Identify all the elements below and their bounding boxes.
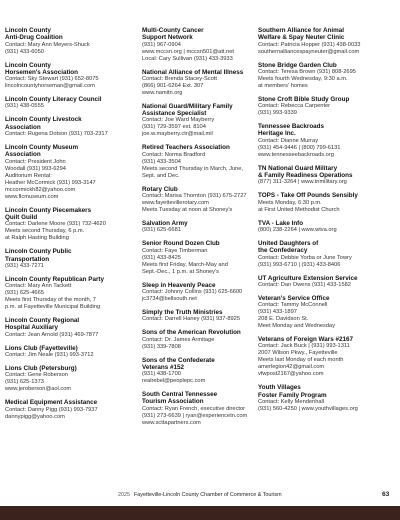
directory-column-2 xyxy=(142,27,256,433)
organization-detail: Heather McCormick (931) 993-3147 xyxy=(5,179,96,186)
directory-entry xyxy=(258,295,398,330)
directory-entry xyxy=(142,27,256,63)
organization-name: South Central Tennessee xyxy=(142,391,218,399)
organization-detail: Contact: Rugena Dotson (931) 703-2317 xyxy=(5,131,108,138)
organization-detail: Contact: Brenda Stacey-Scott xyxy=(142,75,217,82)
organization-detail: (931) 454-9446 | (800) 799-6131 xyxy=(258,144,341,151)
directory-entry xyxy=(5,116,142,138)
organization-detail: amerlegion42@gmail.com xyxy=(258,364,325,371)
organization-name: National Guard/Military Family xyxy=(142,102,233,110)
organization-detail: (931) 438-1700 xyxy=(142,371,181,378)
organization-detail: Contact: Johnny Collins (931) 625-6600 xyxy=(142,288,243,295)
organization-detail: Contact: Rebecca Carpenter xyxy=(258,103,331,110)
directory-entry xyxy=(5,317,142,339)
organization-detail: Contact: Dr. James Armitage xyxy=(142,336,215,343)
organization-detail: (931) 433-1897 xyxy=(258,309,297,316)
organization-detail: mccormickh82@yahoo.com xyxy=(5,186,76,193)
organization-name: & Family Readiness Operations xyxy=(258,172,353,180)
organization-detail: Contact: Darrell Haney (931) 937-8925 xyxy=(142,316,241,323)
organization-detail: Meet Monday and Wednesday xyxy=(258,323,336,330)
organization-name: Hospital Auxiliary xyxy=(5,324,58,332)
organization-detail: Meets Tuesday at noon at Shoney's xyxy=(142,207,233,214)
organization-detail: (931) 729-3597 ext. 8104 xyxy=(142,124,206,131)
organization-detail: Contact: Kelly Mendenhall xyxy=(258,399,325,406)
organization-detail: (931) 339-7808 xyxy=(142,343,181,350)
organization-detail: Local: Cary Sullivan (931) 433-3933 xyxy=(142,55,233,62)
organization-detail: Meets first Friday, March-May and xyxy=(142,261,228,268)
directory-entry xyxy=(258,192,398,213)
organization-detail: (931) 625-4665 xyxy=(5,290,44,297)
organization-name: TN National Guard Military xyxy=(258,164,338,172)
organization-detail: Contact: Norma Bradford xyxy=(142,151,206,158)
organization-name: Lincoln County Livestock xyxy=(5,116,82,124)
organization-detail: (931) 625-1373 xyxy=(5,379,44,386)
organization-name: Sons of the American Revolution xyxy=(142,329,241,337)
organization-name: Simply the Truth Ministries xyxy=(142,308,223,316)
organization-name: Heritage Inc. xyxy=(258,130,296,138)
organization-detail: (931) 433-7271 xyxy=(5,262,44,269)
organization-detail: Contact: Patricia Hopper (931) 438-0033 xyxy=(258,41,361,48)
organization-name: Sleep in Heavenly Peace xyxy=(142,281,216,289)
organization-name: Salvation Army xyxy=(142,220,188,228)
organization-name: Lincoln County Public xyxy=(5,248,72,256)
organization-detail: lincolncountyhorseman@gmail.com xyxy=(5,83,95,90)
organization-detail: at First United Methodist Church xyxy=(258,206,340,213)
directory-entry xyxy=(258,240,398,269)
organization-name: Assistance Specialist xyxy=(142,110,207,118)
directory-entry xyxy=(258,384,398,413)
organization-detail: Meets second Thursday, 6 p.m. xyxy=(5,228,85,235)
organization-detail: Contact: Marisa Thornton (931) 675-2727 xyxy=(142,193,247,200)
directory-entry xyxy=(5,345,142,359)
organization-detail: 2007 Wilson Pkwy., Fayetteville xyxy=(258,350,338,357)
directory-column-1 xyxy=(5,27,142,433)
organization-detail: Contact: Dan Owens (931) 433-1582 xyxy=(258,281,351,288)
directory-entry xyxy=(5,62,142,91)
organization-detail: (800) 238-2264 | www.wtva.org xyxy=(258,226,337,233)
directory-entry xyxy=(258,27,398,56)
organization-detail: joe.w.mayberry.ctr@mail.mil xyxy=(142,131,213,138)
organization-name: Multi-County Cancer xyxy=(142,27,204,34)
organization-name: Lincoln County xyxy=(5,27,51,34)
organization-name: the Confederacy xyxy=(258,247,308,255)
organization-detail: Sept. and Dec. xyxy=(142,172,180,179)
organization-detail: Contact: Danny Pigg (931) 993-7937 xyxy=(5,406,98,413)
organization-name: Veterans of Foreign Wars #2167 xyxy=(258,336,353,344)
organization-detail: Meets first Thursday of the month, 7 xyxy=(5,297,96,304)
directory-columns xyxy=(5,27,398,433)
directory-entry xyxy=(5,276,142,311)
organization-name: TVA - Lake Info xyxy=(258,219,304,227)
organization-name: Southern Alliance for Animal xyxy=(258,27,344,34)
organization-detail: Contact: Mary Ann Meyers-Shuck xyxy=(5,41,90,48)
organization-detail: (931) 273-6639 | ryan@experiencetn.com xyxy=(142,412,248,419)
organization-name: Lions Club (Petersburg) xyxy=(5,365,77,373)
organization-name: Senior Round Dozen Club xyxy=(142,240,220,248)
organization-detail: (931) 560-4250 | www.youthvillages.org xyxy=(258,406,358,413)
organization-detail: Meets Monday, 6:30 p.m. xyxy=(258,199,322,206)
directory-entry xyxy=(258,96,398,117)
organization-name: Sons of the Confederate xyxy=(142,356,215,364)
organization-detail: (931) 625-6681 xyxy=(142,227,181,234)
organization-detail: Contact: Gene Roberson xyxy=(5,372,68,379)
directory-entry xyxy=(5,27,142,56)
directory-entry xyxy=(5,248,142,270)
organization-detail: Sept.-Dec., 1 p.m. at Shoney's xyxy=(142,268,219,275)
directory-entry xyxy=(5,207,142,243)
directory-entry xyxy=(142,103,256,139)
directory-entry xyxy=(5,96,142,110)
organization-name: Lincoln County xyxy=(5,61,51,69)
organization-name: Support Network xyxy=(142,34,193,42)
organization-detail: p.m. at Fayetteville Municipal Building xyxy=(5,304,101,311)
organization-name: Association xyxy=(5,151,41,159)
directory-entry xyxy=(258,123,398,159)
organization-detail: Contact: Tammy McConnell xyxy=(258,302,328,309)
organization-name: National Alliance of Mental Illness xyxy=(142,68,244,76)
directory-entry xyxy=(142,282,256,303)
organization-detail: (931) 433-3504 xyxy=(142,158,181,165)
organization-detail: Contact: Jack Buck | (931) 993-1311 xyxy=(258,343,350,350)
organization-name: Lincoln County Regional xyxy=(5,317,80,325)
organization-detail: (931) 433-8425 xyxy=(142,254,181,261)
organization-detail: Contact: Jim Neale (931) 993-3712 xyxy=(5,352,94,359)
organization-name: Lincoln County Museum xyxy=(5,144,79,152)
directory-entry xyxy=(258,165,398,187)
organization-name: Youth Villages xyxy=(258,384,301,392)
organization-detail: at Ralph Hasting Building xyxy=(5,235,69,242)
organization-detail: Auditorium Rental: xyxy=(5,172,52,179)
organization-detail: vfwpost2167@yahoo.com xyxy=(258,371,324,378)
directory-entry xyxy=(258,62,398,90)
directory-entry xyxy=(142,309,256,323)
organization-name: Tourism Association xyxy=(142,398,204,406)
directory-entry xyxy=(142,391,256,427)
organization-detail: (931) 438-0555 xyxy=(5,103,44,110)
organization-detail: Meets second Thursday in March, June, xyxy=(142,165,244,172)
organization-detail: jc3734@bellsouth.net xyxy=(142,295,197,302)
directory-entry xyxy=(258,220,398,234)
organization-detail: www.namitn.org xyxy=(142,89,183,96)
organization-name: UT Agriculture Extension Service xyxy=(258,274,358,282)
organization-detail: Contact: Sky Stewart (931) 652-8075 xyxy=(5,76,99,83)
organization-detail: Meets last Monday of each month xyxy=(258,357,344,364)
organization-detail: (931) 433-6050 xyxy=(5,48,44,55)
organization-detail: Contact: Darlene Moore (931) 732-4620 xyxy=(5,221,106,228)
organization-detail: www.fayettevillerotary.com xyxy=(142,200,209,207)
organization-detail: (877) 311-3264 | www.tnmilitary.org xyxy=(258,179,347,186)
page-number: 63 xyxy=(382,491,390,498)
directory-entry xyxy=(5,365,142,393)
organization-detail: (931) 993-9339 xyxy=(258,110,297,117)
organization-name: Veteran's Service Office xyxy=(258,294,330,302)
footer-year: 2025 xyxy=(118,492,130,498)
directory-entry xyxy=(142,220,256,234)
organization-name: Stone Bridge Garden Club xyxy=(258,61,337,69)
directory-entry xyxy=(142,240,256,275)
organization-detail: Contact: Jean Arnold (931) 469-7877 xyxy=(5,331,99,338)
organization-detail: (866) 901-6264 Ext. 307 xyxy=(142,82,204,89)
organization-name: Veterans #152 xyxy=(142,363,185,371)
directory-column-3 xyxy=(258,27,398,433)
organization-detail: 208 E. Davidson St. xyxy=(258,316,309,323)
directory-entry xyxy=(142,357,256,386)
organization-detail: Contact: President John xyxy=(5,158,66,165)
organization-name: Lincoln County Literacy Council xyxy=(5,96,102,104)
organization-detail: www.tennesseebackroads.org xyxy=(258,151,334,158)
organization-name: Horsemen's Association xyxy=(5,68,79,76)
organization-detail: Contact: Joe Ward Mayberry xyxy=(142,117,215,124)
organization-name: Association xyxy=(5,123,41,131)
footer-text xyxy=(118,492,282,498)
directory-entry xyxy=(142,186,256,214)
organization-detail: Contact: Teresa Brown (931) 808-2695 xyxy=(258,68,356,75)
organization-name: Quilt Guild xyxy=(5,213,38,221)
organization-name: Rotary Club xyxy=(142,185,178,193)
directory-entry xyxy=(5,399,142,420)
directory-entry xyxy=(258,275,398,289)
organization-detail: Contact: Ryan French, executive director xyxy=(142,405,246,412)
organization-name: TOPS - Take Off Pounds Sensibly xyxy=(258,192,358,200)
directory-entry xyxy=(142,69,256,97)
organization-name: Retired Teachers Association xyxy=(142,144,230,152)
organization-detail: Contact: Mary Ann Tackett xyxy=(5,283,72,290)
organization-detail: (931) 993-6710 | (931) 433-8406 xyxy=(258,261,341,268)
organization-detail: Woodall (931) 993-6294 xyxy=(5,165,66,172)
organization-detail: (931) 967-0904 xyxy=(142,41,181,48)
directory-entry xyxy=(5,144,142,201)
directory-entry xyxy=(142,329,256,350)
organization-detail: dannypigg@yahoo.com xyxy=(5,413,65,420)
organization-name: Transportation xyxy=(5,255,50,263)
organization-name: Tennessee Backroads xyxy=(258,123,325,131)
organization-name: Lincoln County Piecemakers xyxy=(5,206,92,214)
organization-name: Medical Equipment Assistance xyxy=(5,399,98,407)
organization-detail: www.mccsn.org | mccsn501@att.net xyxy=(142,48,234,55)
organization-name: Foster Family Program xyxy=(258,391,327,399)
organization-name: Stone Croft Bible Study Group xyxy=(258,95,350,103)
page-footer xyxy=(0,486,400,502)
organization-detail: www.scttapartners.com xyxy=(142,419,201,426)
directory-entry xyxy=(142,144,256,179)
organization-name: Lions Club (Fayetteville) xyxy=(5,344,78,352)
organization-detail: Contact: Faye Timberman xyxy=(142,247,208,254)
bottom-color-bar xyxy=(0,506,400,520)
organization-name: Lincoln County Republican Party xyxy=(5,275,105,283)
organization-detail: southernalliancespayneuter@gmail.com xyxy=(258,48,360,55)
organization-detail: at members' homes xyxy=(258,82,308,89)
organization-detail: Contact: Debbie Yorba or June Towry xyxy=(258,254,352,261)
directory-entry xyxy=(258,336,398,378)
organization-name: Anti-Drug Coalition xyxy=(5,34,63,42)
organization-detail: Meets fourth Wednesday, 9:30 a.m. xyxy=(258,75,348,82)
footer-publication: Fayetteville-Lincoln County Chamber of Commerce & Tourism xyxy=(134,492,282,498)
organization-detail: Contact: Dianne Murray xyxy=(258,137,319,144)
organization-name: United Daughters of xyxy=(258,239,319,247)
organization-name: Welfare & Spay Neuter Clinic xyxy=(258,34,345,42)
organization-detail: realrebel@peoplepc.com xyxy=(142,378,206,385)
organization-detail: www.flcmuseum.com xyxy=(5,193,59,200)
organization-detail: www.jeroberson@aol.com xyxy=(5,386,72,393)
